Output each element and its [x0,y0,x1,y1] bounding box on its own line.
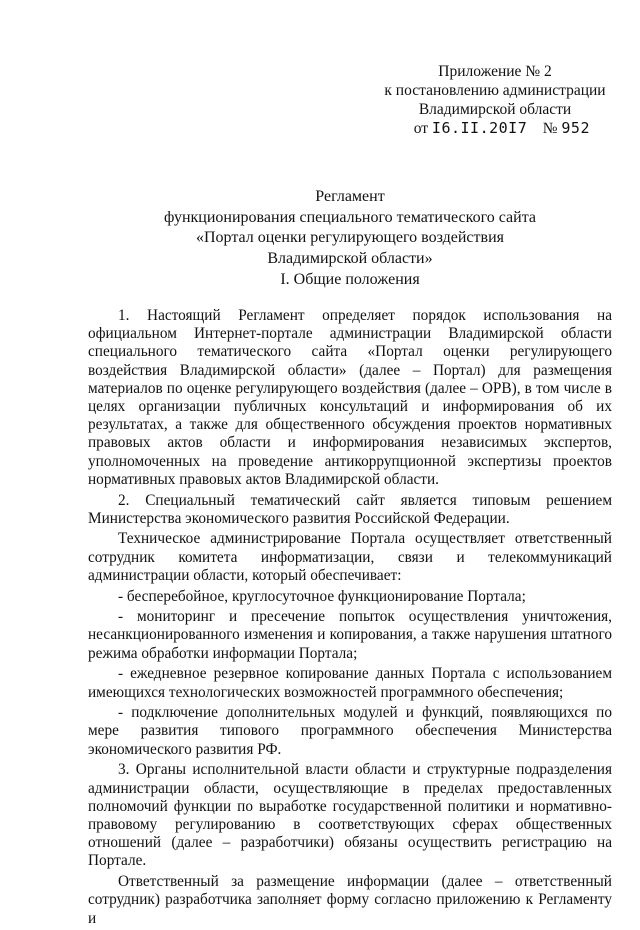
number-prefix: № [542,120,558,137]
title-line-3: «Портал оценки регулирующего воздействия [195,229,504,246]
appendix-title: Приложение № 2 [438,63,552,80]
appendix-block [380,62,610,138]
date-prefix: от [413,120,429,137]
handwritten-date: I6.II.20I7 [431,119,528,137]
bullet-item-4: - подключение дополнительных модулей и функций, появляющихся по мере развития типового программного обеспечения Министерства экономического развития РФ. [88,704,612,758]
document-body [88,307,612,930]
paragraph-3: Техническое администрирование Портала осуществляет ответственный сотрудник комитета информатизации, связи и телекоммуникаций администрации области, который обеспечивает: [88,530,612,584]
appendix-date-line [380,119,610,138]
title-line-2: функционирования специального тематического сайта [164,208,536,226]
bullet-item-3: - ежедневное резервное копирование данных Портала с использованием имеющихся технологических возможностей программного обеспечения; [88,665,612,701]
paragraph-4: 3. Органы исполнительной власти области и структурные подразделения администрации области, осуществляющие в пределах предоставленных полномочий функции по выработке государственной политики и нормативно-правовому регулированию в соответствующих сферах общественных отношений (далее – разработчики) обязаны осуществить регистрацию на Портале. [88,761,612,870]
paragraph-2: 2. Специальный тематический сайт является типовым решением Министерства экономического развития Российской Федерации. [88,491,612,527]
paragraph-1: 1. Настоящий Регламент определяет порядок использования на официальном Интернет-портале администрации Владимирской области специального тематического сайта «Портал оценки регулирующего воздействия Владимирской области» (далее – Портал) для размещения материалов по оценке регулирующего воздействия (далее – ОРВ), в том числе в целях организации публичных консультаций и информирования об их результатах, а также для общественного обсуждения проектов нормативных правовых актов области и информирования независимых экспертов, уполномоченных на проведение антикоррупционной экспертизы проектов нормативных правовых актов Владимирской области. [88,307,612,488]
handwritten-number: 952 [561,119,590,137]
appendix-resolution-line: к постановлению администрации [384,82,606,99]
bullet-item-1: - бесперебойное, круглосуточное функционирование Портала; [118,587,526,605]
paragraph-5: Ответственный за размещение информации (далее – ответственный сотрудник) разработчика заполняет форму согласно приложению к Регламенту и [88,873,612,927]
appendix-region-line: Владимирской области [418,101,572,118]
section-heading: I. Общие положения [280,271,420,288]
title-line-4: Владимирской области» [267,249,433,267]
document-title [90,187,610,269]
title-line-1: Регламент [315,188,385,205]
bullet-item-2: - мониторинг и пресечение попыток осуществления уничтожения, несанкционированного изменения и копирования, а также нарушения штатного режима обработки информации Портала; [88,608,612,662]
